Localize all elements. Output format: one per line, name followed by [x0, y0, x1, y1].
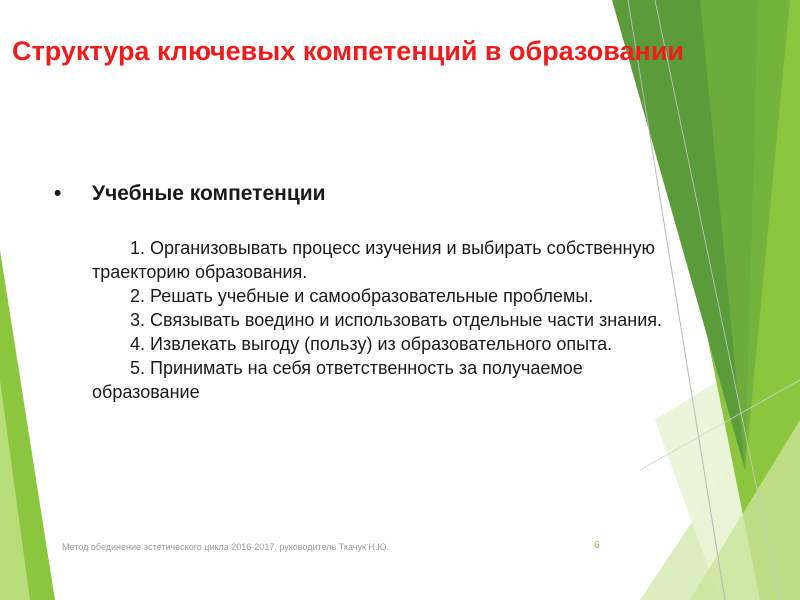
competency-list [92, 236, 672, 404]
list-item: 1. Организовывать процесс изучения и выбирать собственную траекторию образования. [92, 238, 655, 282]
page-number: 6 [594, 540, 600, 551]
section-heading [54, 182, 326, 206]
section-heading-text: Учебные компетенции [92, 182, 326, 205]
bullet-icon: • [54, 182, 62, 205]
slide-title: Структура ключевых компетенций в образовании [12, 36, 685, 66]
slide-footer: Метод обединение эстетического цикла 2016-2017. руководитель Ткачук Н.Ю. [62, 542, 389, 552]
list-item: 4. Извлекать выгоду (пользу) из образовательного опыта. [130, 334, 613, 354]
list-item: 2. Решать учебные и самообразовательные проблемы. [130, 286, 594, 306]
list-item: 5. Принимать на себя ответственность за получаемое образование [92, 358, 583, 402]
list-item: 3. Связывать воедино и использовать отдельные части знания. [130, 310, 663, 330]
